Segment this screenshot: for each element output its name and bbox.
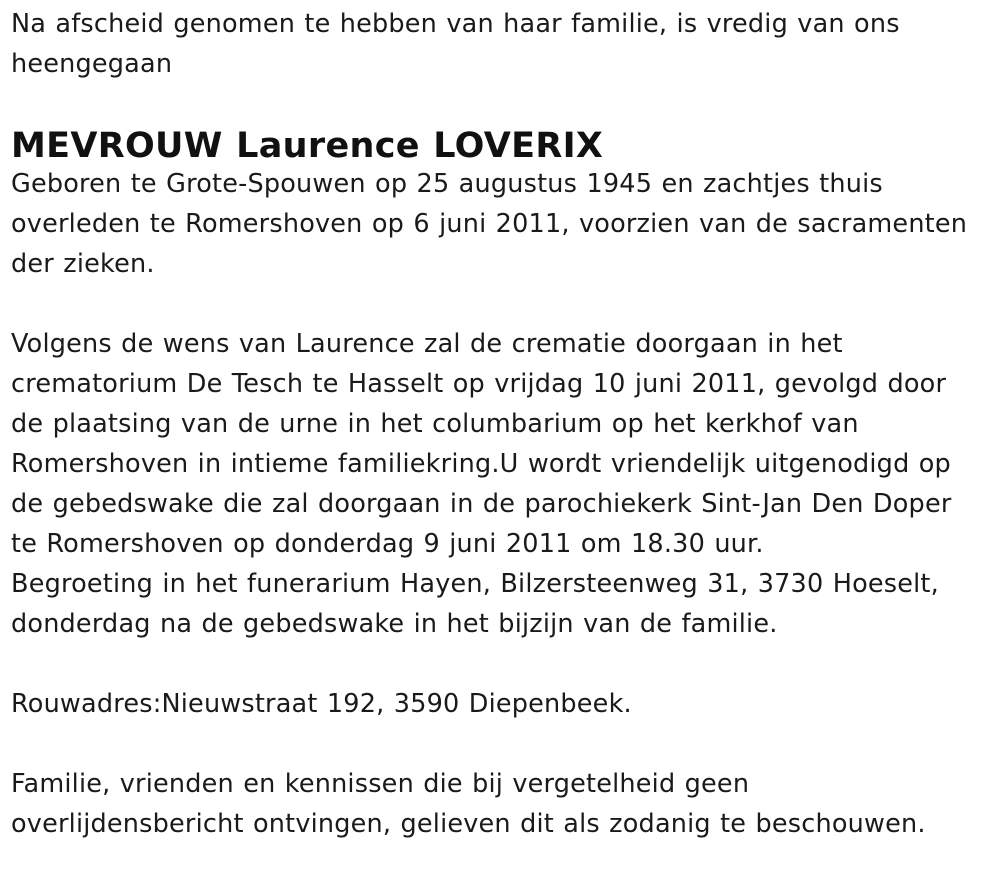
intro-text: Na afscheid genomen te hebben van haar familie, is vredig van ons heengegaan — [11, 9, 900, 79]
obituary-notice — [11, 4, 986, 844]
visitation-text: Begroeting in het funerarium Hayen, Bilzersteenweg 31, 3730 Hoeselt, donderdag na de gebedswake in het bijzijn van de familie. — [11, 569, 939, 639]
deceased-name: MEVROUW Laurence LOVERIX — [11, 126, 604, 166]
closing-text: Familie, vrienden en kennissen die bij vergetelheid geen overlijdensbericht ontvingen, gelieven dit als zodanig te beschouwen. — [11, 769, 926, 839]
paragraph-spacer — [11, 284, 986, 324]
paragraph-spacer — [11, 724, 986, 764]
birth-death-text: Geboren te Grote-Spouwen op 25 augustus 1945 en zachtjes thuis overleden te Romershoven op 6 juni 2011, voorzien van de sacramenten der zieken. — [11, 169, 968, 279]
ceremony-text: Volgens de wens van Laurence zal de crematie doorgaan in het crematorium De Tesch te Hasselt op vrijdag 10 juni 2011, gevolgd door de plaatsing van de urne in het columbarium op het kerkhof van Romershoven in intieme familiekring.U wordt vriendelijk uitgenodigd op de gebedswake die zal doorgaan in de parochiekerk Sint-Jan Den Doper te Romershoven op donderdag 9 juni 2011 om 18.30 uur. — [11, 329, 952, 559]
mourning-address: Rouwadres:Nieuwstraat 192, 3590 Diepenbeek. — [11, 689, 632, 719]
paragraph-spacer — [11, 644, 986, 684]
